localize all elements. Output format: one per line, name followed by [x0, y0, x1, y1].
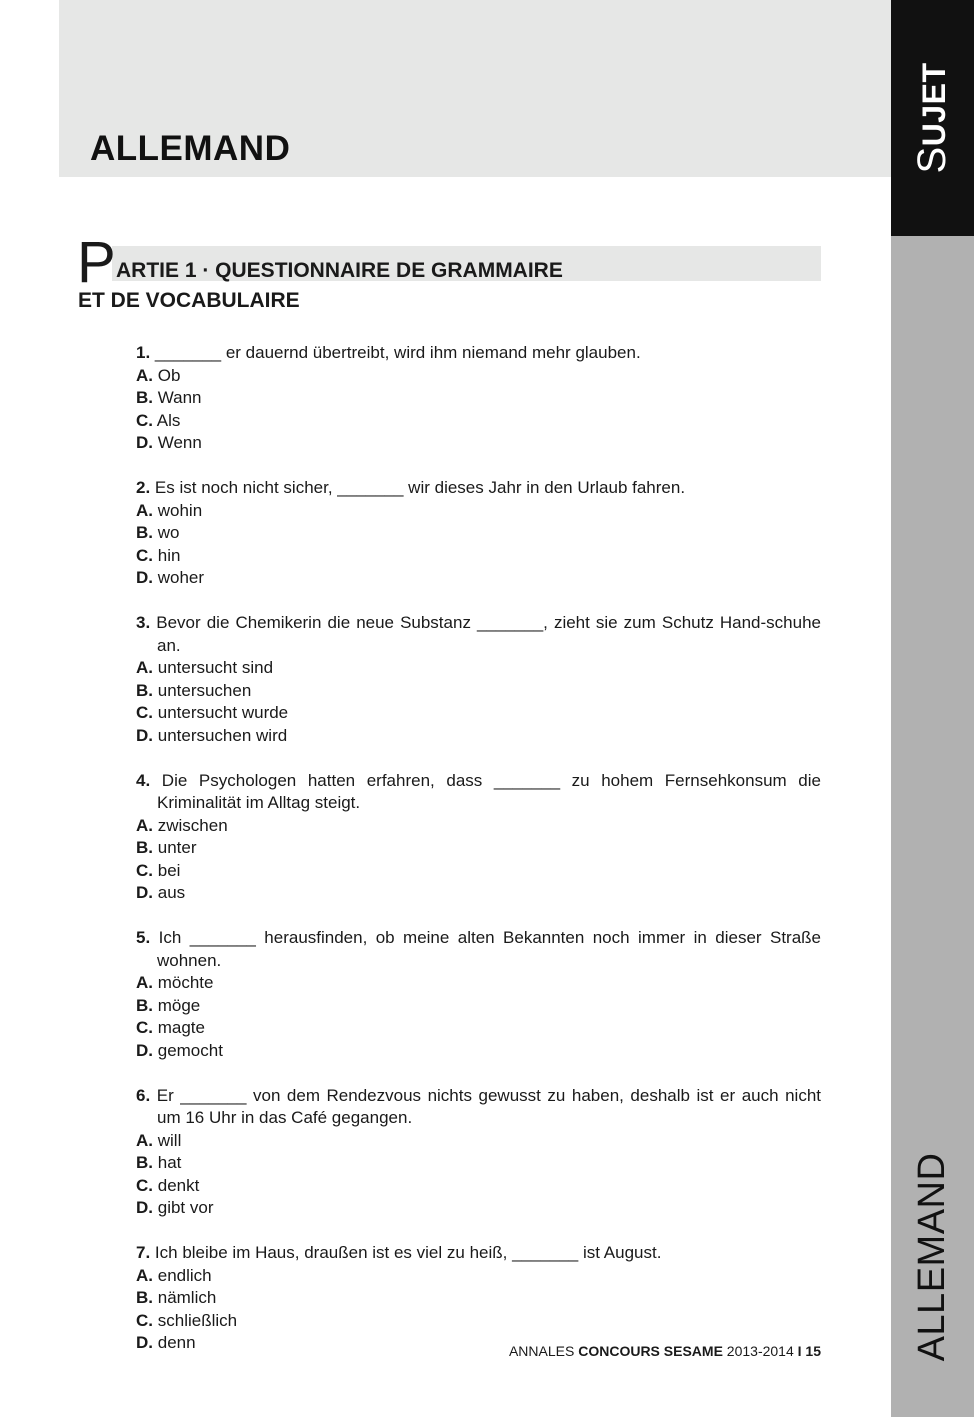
option-letter: D.: [136, 568, 153, 587]
question-text: [136, 927, 821, 972]
option-text: unter: [157, 838, 197, 857]
side-label-subject: ALLEMAND: [911, 1152, 953, 1362]
option-text: wohin: [157, 500, 203, 520]
option-letter: A.: [136, 815, 153, 835]
option-letter: C.: [136, 1018, 153, 1037]
option-text: Ob: [157, 365, 181, 385]
answer-option: [136, 702, 821, 725]
option-text: untersucht sind: [157, 658, 274, 677]
question-item: [136, 927, 821, 1062]
option-text: denn: [157, 1333, 196, 1352]
subject-title: ALLEMAND: [90, 129, 291, 168]
question-item: [136, 342, 821, 455]
footer-page-number: I 15: [797, 1343, 821, 1359]
option-text: will: [157, 1130, 182, 1150]
question-text: [136, 770, 821, 815]
option-letter: B.: [136, 995, 153, 1015]
answer-option: [136, 545, 821, 568]
option-text: untersucht wurde: [157, 703, 289, 722]
answer-option: [136, 1017, 821, 1040]
answer-option: [136, 657, 821, 680]
question-text: [136, 612, 821, 657]
option-text: gemocht: [157, 1040, 223, 1060]
answer-option: [136, 1040, 821, 1063]
question-item: [136, 1085, 821, 1220]
question-number: 2.: [136, 478, 151, 497]
footer-title: CONCOURS SESAME: [578, 1343, 723, 1359]
option-letter: D.: [136, 433, 153, 452]
option-letter: B.: [136, 680, 153, 700]
option-letter: A.: [136, 365, 153, 385]
answer-option: [136, 1175, 821, 1198]
option-letter: A.: [136, 1265, 153, 1285]
option-letter: A.: [136, 1130, 153, 1150]
answer-option: [136, 1197, 821, 1220]
answer-option: [136, 882, 821, 905]
answer-option: [136, 1130, 821, 1153]
option-letter: A.: [136, 658, 153, 677]
answer-option: [136, 1265, 821, 1288]
answer-option: [136, 500, 821, 523]
question-prompt: Er _______ von dem Rendezvous nichts gewusst zu haben, deshalb ist er auch nicht um 16 Uhr in das Café gegangen.: [156, 1085, 821, 1127]
question-prompt: _______ er dauernd übertreibt, wird ihm niemand mehr glauben.: [154, 343, 641, 362]
option-letter: C.: [136, 703, 153, 722]
option-letter: D.: [136, 725, 153, 745]
answer-option: [136, 972, 821, 995]
option-letter: D.: [136, 1198, 153, 1217]
answer-option: [136, 410, 821, 433]
question-item: [136, 770, 821, 905]
answer-option: [136, 432, 821, 455]
option-text: untersuchen wird: [157, 725, 288, 745]
footer-year: 2013-2014: [722, 1343, 798, 1359]
question-number: 1.: [136, 343, 151, 362]
question-text: [136, 1085, 821, 1130]
option-text: magte: [157, 1018, 205, 1037]
option-text: wo: [157, 523, 180, 542]
option-text: untersuchen: [157, 680, 252, 700]
answer-option: [136, 1152, 821, 1175]
footer-prefix: ANNALES: [508, 1343, 579, 1359]
option-letter: C.: [136, 1175, 153, 1195]
option-letter: D.: [136, 1333, 153, 1352]
option-text: Als: [156, 410, 181, 430]
page-footer: [483, 1344, 821, 1358]
question-list: [136, 342, 821, 1377]
question-item: [136, 1242, 821, 1355]
option-text: zwischen: [157, 815, 228, 835]
option-letter: D.: [136, 1040, 153, 1060]
question-text: [136, 342, 821, 365]
option-letter: D.: [136, 883, 153, 902]
answer-option: [136, 995, 821, 1018]
option-letter: C.: [136, 860, 153, 880]
part-title-line1: ARTIE 1 · QUESTIONNAIRE DE GRAMMAIRE: [116, 259, 563, 282]
option-letter: C.: [136, 1310, 153, 1330]
option-text: Wenn: [157, 433, 202, 452]
question-number: 5.: [136, 928, 151, 947]
side-label-rest: UJET: [916, 62, 952, 147]
answer-option: [136, 387, 821, 410]
option-letter: B.: [136, 1153, 153, 1172]
option-letter: A.: [136, 973, 153, 992]
part-title-initial: P: [77, 230, 116, 295]
answer-option: [136, 1310, 821, 1333]
option-text: hin: [157, 545, 181, 565]
option-letter: A.: [136, 500, 153, 520]
option-text: bei: [157, 860, 181, 880]
question-prompt: Die Psychologen hatten erfahren, dass _______ zu hohem Fernsehkonsum die Kriminalität im Alltag steigt.: [157, 770, 821, 812]
option-text: woher: [157, 568, 205, 587]
question-number: 6.: [136, 1085, 151, 1105]
answer-option: [136, 837, 821, 860]
answer-option: [136, 725, 821, 748]
question-item: [136, 612, 821, 747]
answer-option: [136, 1287, 821, 1310]
answer-option: [136, 365, 821, 388]
question-prompt: Ich bleibe im Haus, draußen ist es viel zu heiß, _______ ist August.: [154, 1243, 662, 1262]
option-text: schließlich: [157, 1310, 238, 1330]
side-label-sujet: [912, 63, 952, 174]
question-prompt: Bevor die Chemikerin die neue Substanz _______, zieht sie zum Schutz Hand-schuhe an.: [156, 613, 821, 655]
question-text: [136, 1242, 821, 1265]
option-letter: C.: [136, 545, 153, 565]
answer-option: [136, 522, 821, 545]
answer-option: [136, 680, 821, 703]
option-text: hat: [157, 1153, 182, 1172]
side-label-initial: S: [910, 146, 954, 174]
option-letter: B.: [136, 388, 153, 407]
option-letter: B.: [136, 1288, 153, 1307]
answer-option: [136, 567, 821, 590]
question-item: [136, 477, 821, 590]
part-title-line2: ET DE VOCABULAIRE: [78, 289, 300, 312]
question-prompt: Ich _______ herausfinden, ob meine alten Bekannten noch immer in dieser Straße wohnen.: [157, 928, 821, 970]
question-number: 3.: [136, 613, 151, 632]
question-text: [136, 477, 821, 500]
question-number: 7.: [136, 1243, 151, 1262]
option-text: endlich: [157, 1265, 212, 1285]
question-prompt: Es ist noch nicht sicher, _______ wir dieses Jahr in den Urlaub fahren.: [154, 478, 686, 497]
option-text: aus: [157, 883, 186, 902]
question-number: 4.: [136, 770, 151, 790]
option-letter: B.: [136, 838, 153, 857]
option-text: möge: [157, 995, 201, 1015]
option-text: denkt: [157, 1175, 200, 1195]
option-text: möchte: [157, 973, 214, 992]
option-text: gibt vor: [157, 1198, 214, 1217]
option-letter: B.: [136, 523, 153, 542]
answer-option: [136, 860, 821, 883]
option-text: nämlich: [157, 1288, 217, 1307]
answer-option: [136, 815, 821, 838]
option-letter: C.: [136, 410, 153, 430]
option-text: Wann: [157, 388, 202, 407]
